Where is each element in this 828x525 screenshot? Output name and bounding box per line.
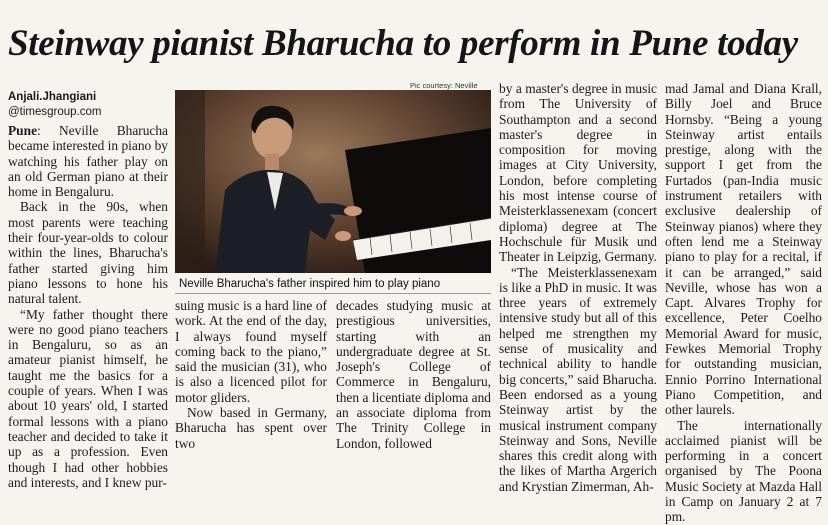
paragraph: Back in the 90s, when most parents were teaching their four-year-olds to colour within the lines, Bharucha's father started giving him piano lessons to hone his natural talent.	[8, 199, 168, 307]
dateline: Pune	[8, 123, 38, 138]
byline-handle: @timesgroup.com	[8, 106, 102, 118]
article-column-4	[499, 81, 657, 494]
paragraph: suing music is a hard line of work. At the end of the day, I always found myself coming back to the piano,” said the musician (31), who is also a licenced pilot for motor gliders.	[175, 298, 327, 405]
photo-caption: Neville Bharucha's father inspired him to play piano	[175, 274, 491, 294]
paragraph	[8, 123, 168, 199]
pianist-photo-illustration	[175, 90, 491, 273]
article-column-5	[665, 81, 822, 525]
paragraph: “The Meisterklassenexam is like a PhD in music. It was three years of extremely intensive study but all of this helped me strengthen my sense of musicality and technical ability to handle big concerts,” said Bharucha. Been endorsed as a young Steinway artist by the musical instrument company Steinway and Sons, Neville shares this credit along with the likes of Martha Argerich and Krystian Zimerman, Ah-	[499, 264, 657, 494]
photo-credit: Pic courtesy: Neville	[410, 81, 478, 90]
byline-author: Anjali.Jhangiani	[8, 91, 97, 103]
headline: Steinway pianist Bharucha to perform in Pune today	[8, 23, 798, 64]
paragraph: by a master's degree in music from The University of Southampton and a second master's degree in composition for moving images at City University, London, before completing his most intense course of Meisterklassenexam (concert diploma) degree at The Hochschule für Musik und Theater in Leipzig, Germany.	[499, 81, 657, 265]
article-photo	[175, 90, 491, 273]
paragraph: The internationally acclaimed pianist will be performing in a concert organised by The Poona Music Society at Mazda Hall in Camp on January 2 at 7 pm.	[665, 417, 822, 525]
paragraph: mad Jamal and Diana Krall, Billy Joel and Bruce Hornsby. “Being a young Steinway artist entails prestige, along with the support I get from the Furtados (pan-India music instrument retailers with exclusive dealership of Steinway pianos) where they often lend me a Steinway piano to play for a recital, if it can be arranged,” said Neville, whose has won a Capt. Alvares Trophy for excellence, Peter Coelho Memorial Award for music, Fewkes Memorial Trophy for outstanding musician, Ennio Porrino International Piano Competition, and other laurels.	[665, 81, 822, 418]
paragraph: “My father thought there were no good piano teachers in Bengaluru, so as an amateur pianist himself, he taught me the basics for a couple of years. When I was about 10 years' old, I started formal lessons with a piano teacher and decided to take it up as a profession. Even though I had other hobbies and interests, and I knew pur-	[8, 306, 168, 490]
paragraph: Now based in Germany, Bharucha has spent over two	[175, 405, 327, 451]
article-column-1	[8, 123, 168, 490]
paragraph-text: : Neville Bharucha became interested in piano by watching his father play on an old German piano at their home in Bengaluru.	[8, 123, 168, 200]
article-column-3	[336, 298, 491, 451]
paragraph: decades studying music at prestigious universities, starting with an undergraduate degree at St. Joseph's College of Commerce in Bengaluru, then a licentiate diploma and an associate diploma from The Trinity College in London, followed	[336, 298, 491, 451]
byline	[8, 90, 168, 120]
article-column-2	[175, 298, 327, 451]
